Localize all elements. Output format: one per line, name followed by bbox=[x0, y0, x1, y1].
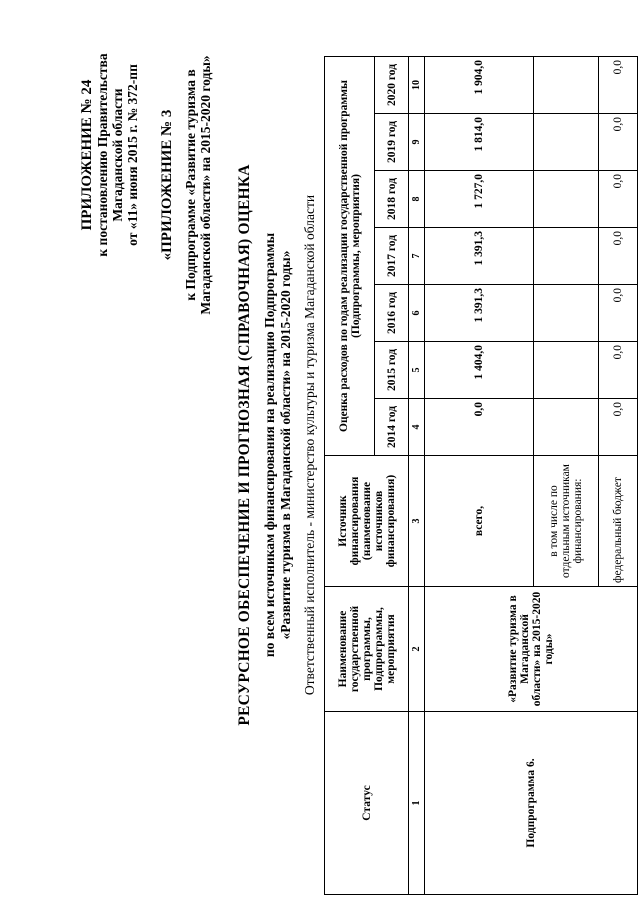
cell-source-federal: федеральный бюджет bbox=[599, 456, 638, 587]
column-number: 10 bbox=[409, 57, 425, 114]
cell-value: 1 814,0 bbox=[425, 114, 534, 171]
appendix-title: ПРИЛОЖЕНИЕ № 24 bbox=[79, 79, 95, 231]
cell-value: 0,0 bbox=[599, 342, 638, 399]
column-number-row bbox=[409, 57, 425, 895]
header-status: Статус bbox=[325, 712, 409, 895]
column-number: 3 bbox=[409, 456, 425, 587]
column-number: 1 bbox=[409, 712, 425, 895]
header-year: 2014 год bbox=[375, 399, 409, 456]
appendix-line: Магаданской области bbox=[110, 88, 125, 222]
header-year: 2017 год bbox=[375, 228, 409, 285]
cell-value: 1 904,0 bbox=[425, 57, 534, 114]
appendix-line: от «11» июня 2015 г. № 372-пп bbox=[125, 64, 140, 246]
header-year: 2015 год bbox=[375, 342, 409, 399]
subtitle-line: «Развитие туризма в Магаданской области» на 2015-2020 годы» bbox=[278, 250, 293, 640]
cell-status: Подпрограмма 6. bbox=[425, 712, 638, 895]
appendix-line: к постановлению Правительства bbox=[95, 53, 110, 257]
cell-value: 0,0 bbox=[599, 114, 638, 171]
cell-value: 1 727,0 bbox=[425, 171, 534, 228]
column-number: 2 bbox=[409, 587, 425, 712]
header-year: 2016 год bbox=[375, 285, 409, 342]
appendix2-line: Магаданской области» на 2015-2020 годы» bbox=[198, 55, 213, 315]
column-number: 4 bbox=[409, 399, 425, 456]
subtitle-line: по всем источникам финансирования на реализацию Подпрограммы bbox=[262, 232, 277, 658]
header-year: 2018 год bbox=[375, 171, 409, 228]
cell-source-including: в том числе по отдельным источникам финансирования: bbox=[534, 456, 599, 587]
appendix-stamp bbox=[80, 40, 140, 270]
header-name: Наименование государственной программы, Подпрограммы, мероприятия bbox=[325, 587, 409, 712]
cell-value: 0,0 bbox=[425, 399, 534, 456]
column-number: 6 bbox=[409, 285, 425, 342]
document-subtitle bbox=[262, 65, 294, 825]
resource-table bbox=[324, 56, 638, 895]
appendix-stamp-2 bbox=[160, 40, 213, 330]
header-year: 2020 год bbox=[375, 57, 409, 114]
column-number: 9 bbox=[409, 114, 425, 171]
cell-source-total: всего, bbox=[425, 456, 534, 587]
cell-value: 1 391,3 bbox=[425, 285, 534, 342]
appendix2-title: «ПРИЛОЖЕНИЕ № 3 bbox=[159, 109, 175, 261]
column-number: 5 bbox=[409, 342, 425, 399]
header-year: 2019 год bbox=[375, 114, 409, 171]
cell-value: 0,0 bbox=[599, 171, 638, 228]
cell-value: 1 391,3 bbox=[425, 228, 534, 285]
cell-name: «Развитие туризма в Магаданской области» на 2015-2020 годы» bbox=[425, 587, 638, 712]
appendix2-line: к Подпрограмме «Развитие туризма в bbox=[183, 69, 198, 301]
column-number: 7 bbox=[409, 228, 425, 285]
cell-value: 0,0 bbox=[599, 285, 638, 342]
cell-value: 0,0 bbox=[599, 399, 638, 456]
document-title: РЕСУРСНОЕ ОБЕСПЕЧЕНИЕ И ПРОГНОЗНАЯ (СПРАВОЧНАЯ) ОЦЕНКА bbox=[236, 164, 253, 726]
header-estimate: Оценка расходов по годам реализации государственной программы (Подпрограммы, мероприятия) bbox=[325, 57, 375, 456]
cell-value: 0,0 bbox=[599, 228, 638, 285]
cell-value: 0,0 bbox=[599, 57, 638, 114]
executor-line: Ответственный исполнитель - министерство культуры и туризма Магаданской области bbox=[302, 194, 317, 696]
column-number: 8 bbox=[409, 171, 425, 228]
table-row-total bbox=[425, 57, 534, 895]
header-source: Источник финансирования (наименование источников финансирования) bbox=[325, 456, 409, 587]
cell-value: 1 404,0 bbox=[425, 342, 534, 399]
